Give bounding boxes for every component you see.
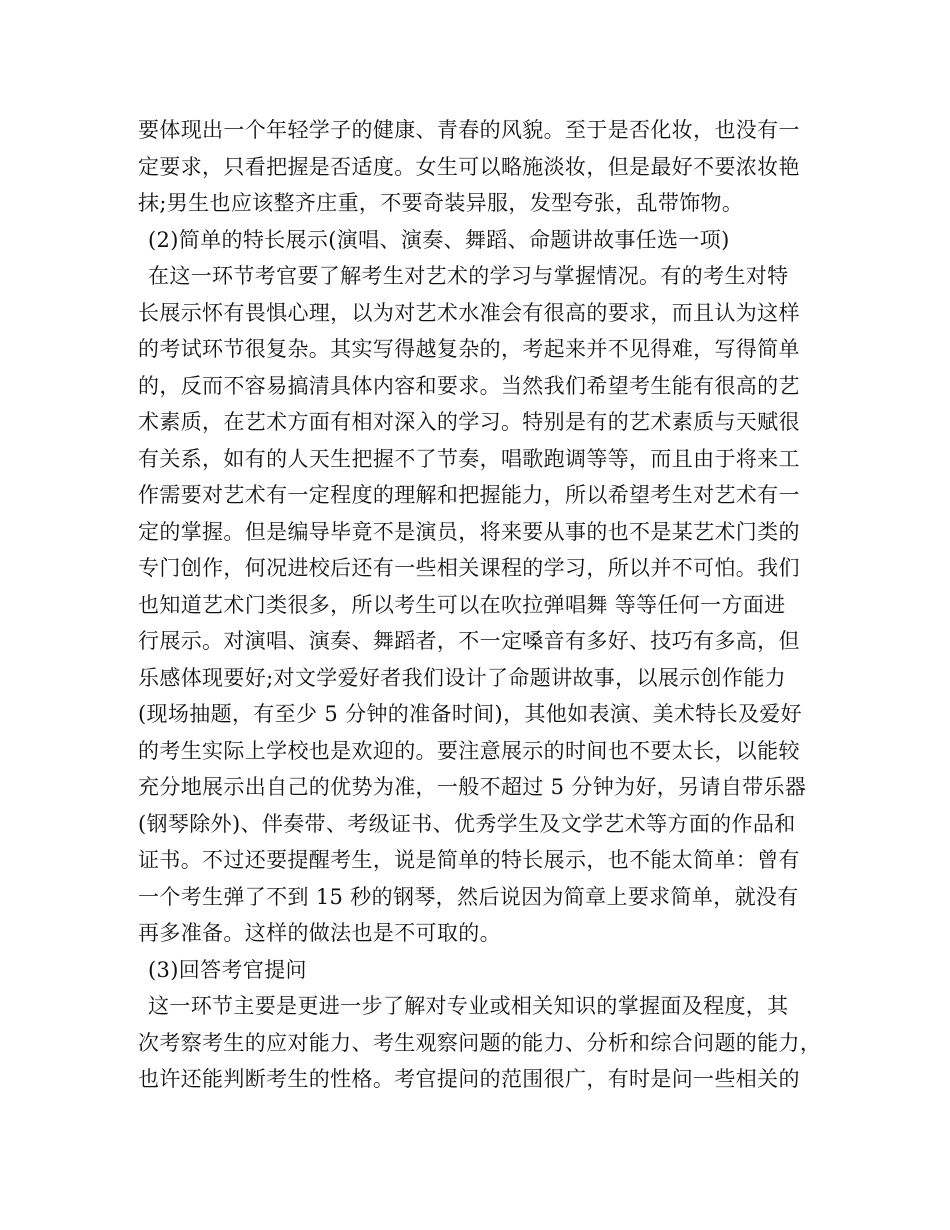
text-line: 一个考生弹了不到 15 秒的钢琴，然后说因为简章上要求简单，就没有 bbox=[138, 884, 799, 909]
text-line: 次考察考生的应对能力、考生观察问题的能力、分析和综合问题的能力， bbox=[138, 1030, 822, 1055]
text-line: 也许还能判断考生的性格。考官提问的范围很广，有时是问一些相关的 bbox=[138, 1067, 800, 1091]
text-line: 充分地展示出自己的优势为准，一般不超过 5 分钟为好，另请自带乐器 bbox=[138, 775, 807, 799]
text-line: (现场抽题，有至少 5 分钟的准备时间)，其他如表演、美术特长及爱好 bbox=[138, 702, 802, 726]
document-body bbox=[138, 112, 822, 1098]
text-line: 证书。不过还要提醒考生，说是简单的特长展示，也不能太简单：曾有 bbox=[138, 848, 800, 872]
text-line: 的考试环节很复杂。其实写得越复杂的，考起来并不见得难，写得简单 bbox=[138, 337, 800, 361]
section-heading-3: (3)回答考官提问 bbox=[148, 957, 307, 982]
text-line: 有关系，如有的人天生把握不了节奏，唱歌跑调等等，而且由于将来工 bbox=[138, 446, 800, 471]
text-line: 作需要对艺术有一定程度的理解和把握能力，所以希望考生对艺术有一 bbox=[138, 483, 800, 507]
text-line: 的考生实际上学校也是欢迎的。要注意展示的时间也不要太长，以能较 bbox=[138, 738, 800, 763]
text-line: (钢琴除外)、伴奏带、考级证书、优秀学生及文学艺术等方面的作品和 bbox=[138, 811, 796, 836]
text-line: 抹;男生也应该整齐庄重，不要奇装异服，发型夸张，乱带饰物。 bbox=[138, 191, 744, 215]
text-line: 这一环节主要是更进一步了解对专业或相关知识的掌握面及程度，其 bbox=[148, 994, 789, 1018]
text-line: 术素质，在艺术方面有相对深入的学习。特别是有的艺术素质与天赋很 bbox=[138, 410, 800, 434]
section-heading-2: (2)简单的特长展示(演唱、演奏、舞蹈、命题讲故事任选一项) bbox=[148, 227, 730, 252]
text-line: 定的掌握。但是编导毕竟不是演员，将来要从事的也不是某艺术门类的 bbox=[138, 519, 800, 544]
text-line: 长展示怀有畏惧心理，以为对艺术水准会有很高的要求，而且认为这样 bbox=[138, 300, 800, 325]
text-line: 也知道艺术门类很多，所以考生可以在吹拉弹唱舞 等等任何一方面进 bbox=[138, 592, 786, 617]
text-line: 定要求，只看把握是否适度。女生可以略施淡妆，但是最好不要浓妆艳 bbox=[138, 154, 800, 179]
text-line: 再多准备。这样的做法也是不可取的。 bbox=[138, 921, 501, 945]
text-line: 要体现出一个年轻学子的健康、青春的风貌。至于是否化妆，也没有一 bbox=[138, 118, 800, 142]
text-line: 乐感体现要好;对文学爱好者我们设计了命题讲故事，以展示创作能力 bbox=[138, 665, 786, 690]
text-line: 专门创作，何况进校后还有一些相关课程的学习，所以并不可怕。我们 bbox=[138, 556, 800, 580]
text-line: 行展示。对演唱、演奏、舞蹈者，不一定嗓音有多好、技巧有多高，但 bbox=[138, 629, 800, 653]
text-line: 在这一环节考官要了解考生对艺术的学习与掌握情况。有的考生对特 bbox=[148, 264, 789, 288]
text-line: 的，反而不容易搞清具体内容和要求。当然我们希望考生能有很高的艺 bbox=[138, 373, 800, 398]
